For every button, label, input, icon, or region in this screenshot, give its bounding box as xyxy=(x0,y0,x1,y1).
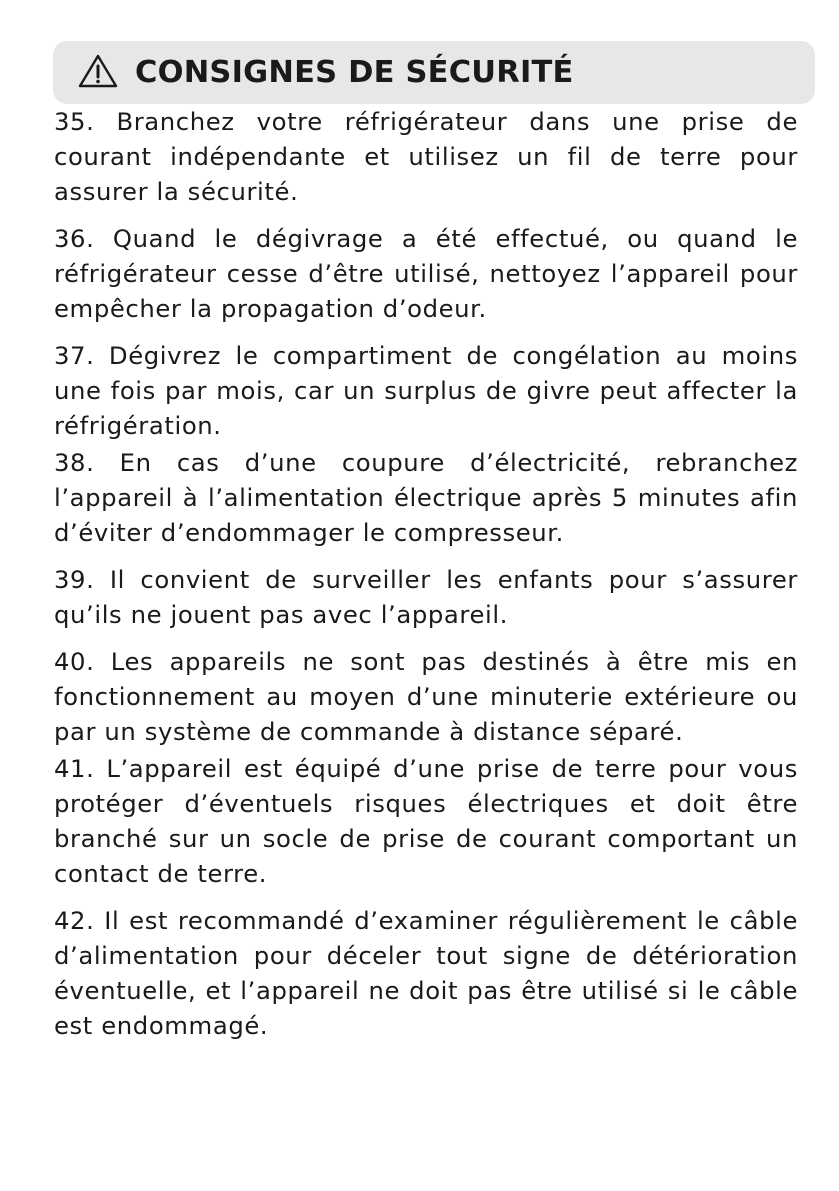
instruction-item xyxy=(54,221,798,326)
instruction-item xyxy=(54,445,798,550)
item-number: 36. xyxy=(54,224,95,253)
item-text: Il est recommandé d’examiner régulièrement le câble d’alimentation pour déceler tout signe de détérioration éventuelle, et l’appareil ne doit pas être utilisé si le câble est endommagé. xyxy=(54,906,798,1040)
item-text: Quand le dégivrage a été effectué, ou quand le réfrigérateur cesse d’être utilisé, nettoyez l’appareil pour empêcher la propagation d’odeur. xyxy=(54,224,798,323)
warning-triangle-icon xyxy=(77,53,119,89)
item-number: 41. xyxy=(54,754,95,783)
item-text: Branchez votre réfrigérateur dans une prise de courant indépendante et utilisez un fil de terre pour assurer la sécurité. xyxy=(54,107,798,206)
item-text: Dégivrez le compartiment de congélation au moins une fois par mois, car un surplus de givre peut affecter la réfrigération. xyxy=(54,341,798,440)
safety-instructions-list xyxy=(54,104,798,1043)
instruction-item xyxy=(54,338,798,443)
item-text: L’appareil est équipé d’une prise de terre pour vous protéger d’éventuels risques électriques et doit être branché sur un socle de prise de courant comportant un contact de terre. xyxy=(54,754,798,888)
instruction-item xyxy=(54,562,798,632)
item-number: 38. xyxy=(54,448,95,477)
instruction-item xyxy=(54,104,798,209)
section-title: CONSIGNES DE SÉCURITÉ xyxy=(135,55,574,90)
item-text: Les appareils ne sont pas destinés à être mis en fonctionnement au moyen d’une minuterie extérieure ou par un système de commande à distance séparé. xyxy=(54,647,798,746)
item-number: 42. xyxy=(54,906,95,935)
item-text: En cas d’une coupure d’électricité, rebranchez l’appareil à l’alimentation électrique après 5 minutes afin d’éviter d’endommager le compresseur. xyxy=(54,448,799,547)
item-number: 37. xyxy=(54,341,95,370)
instruction-item xyxy=(54,751,798,891)
item-number: 40. xyxy=(54,647,95,676)
item-number: 35. xyxy=(54,107,95,136)
instruction-item xyxy=(54,903,798,1043)
instruction-item xyxy=(54,644,798,749)
item-number: 39. xyxy=(54,565,95,594)
section-header xyxy=(53,41,815,104)
item-text: Il convient de surveiller les enfants pour s’assurer qu’ils ne jouent pas avec l’appareil. xyxy=(54,565,799,629)
